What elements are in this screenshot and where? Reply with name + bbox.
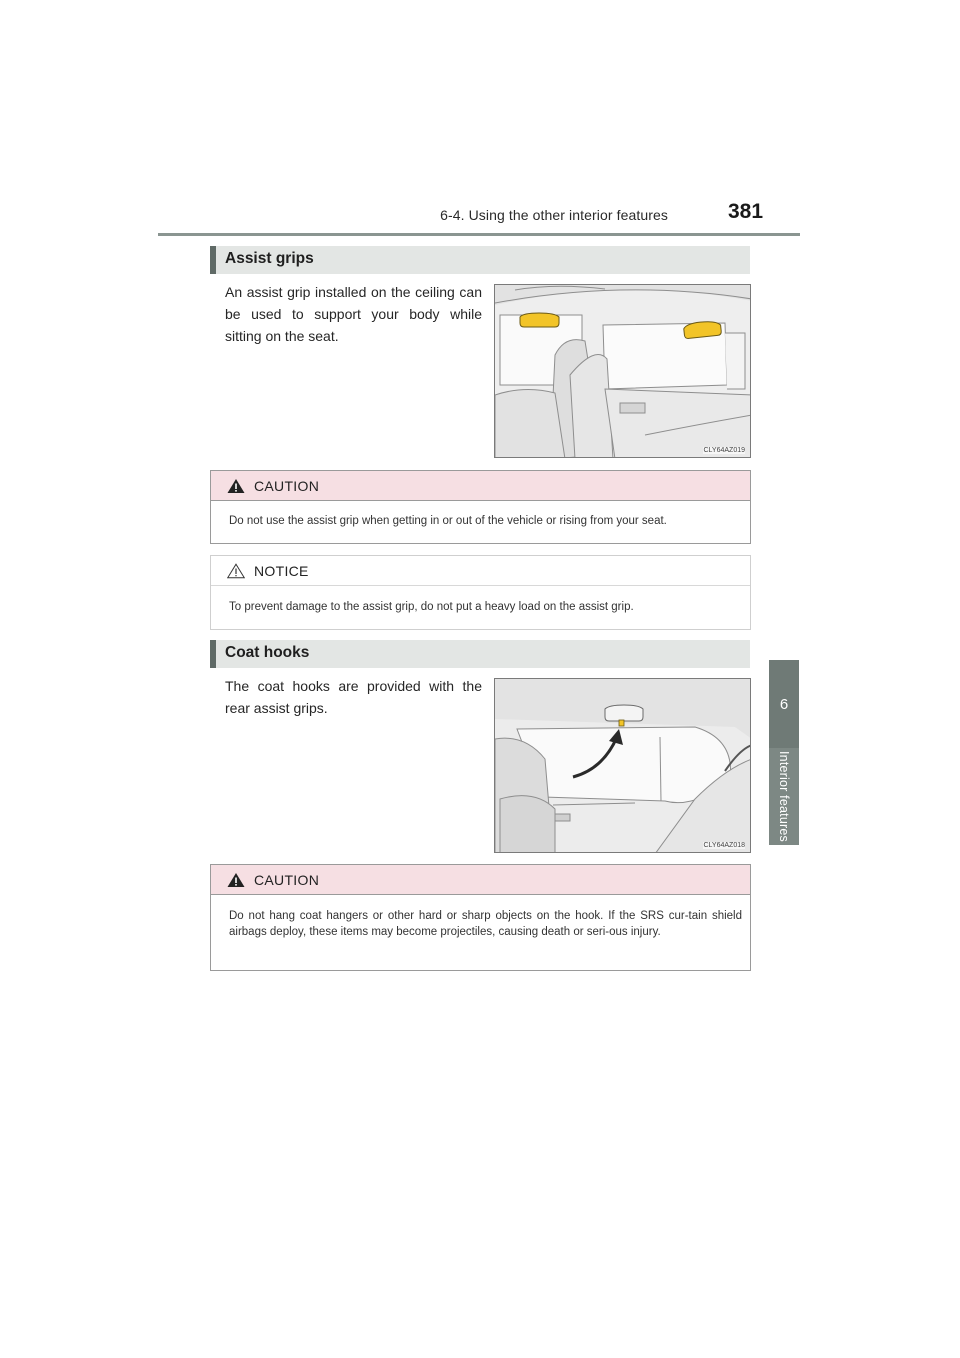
caution-box-coat-hooks (210, 864, 751, 971)
header-rule (158, 233, 800, 236)
section-heading-coat-hooks (210, 640, 750, 668)
section-heading-assist-grips (210, 246, 750, 274)
notice-box-header (211, 556, 750, 586)
warning-filled-icon (227, 872, 245, 888)
notice-text: To prevent damage to the assist grip, do not put a heavy load on the assist grip. (229, 601, 634, 613)
chapter-label: Interior features (777, 750, 791, 842)
warning-outline-icon (227, 563, 245, 579)
caution-text: Do not hang coat hangers or other hard or sharp objects on the hook. If the SRS cur-tain shield airbags deploy, these items may become projectiles, causing death or seri-ous injury. (229, 910, 742, 938)
warning-filled-icon (227, 478, 245, 494)
caution-text: Do not use the assist grip when getting in or out of the vehicle or rising from your seat. (229, 515, 667, 527)
coat-hooks-illustration (494, 678, 751, 853)
coat-hooks-body: The coat hooks are provided with the rear assist grips. (225, 678, 482, 716)
running-header-title: 6-4. Using the other interior features (440, 207, 668, 223)
caution-box-assist-grips (210, 470, 751, 544)
caution-box-header (211, 865, 750, 895)
figure-code: CLY64AZ019 (703, 447, 745, 454)
figure-code: CLY64AZ018 (703, 842, 745, 849)
caution-label: CAUTION (254, 872, 320, 888)
assist-grips-illustration (494, 284, 751, 458)
notice-label: NOTICE (254, 563, 309, 579)
assist-grips-body: An assist grip installed on the ceiling can be used to support your body while sitting on the seat. (225, 284, 482, 344)
page-number: 381 (728, 200, 764, 223)
notice-box-assist-grips (210, 555, 751, 630)
section-heading-text: Coat hooks (225, 644, 310, 661)
section-heading-text: Assist grips (225, 250, 314, 267)
chapter-number: 6 (769, 660, 799, 748)
caution-box-header (211, 471, 750, 501)
caution-label: CAUTION (254, 478, 320, 494)
